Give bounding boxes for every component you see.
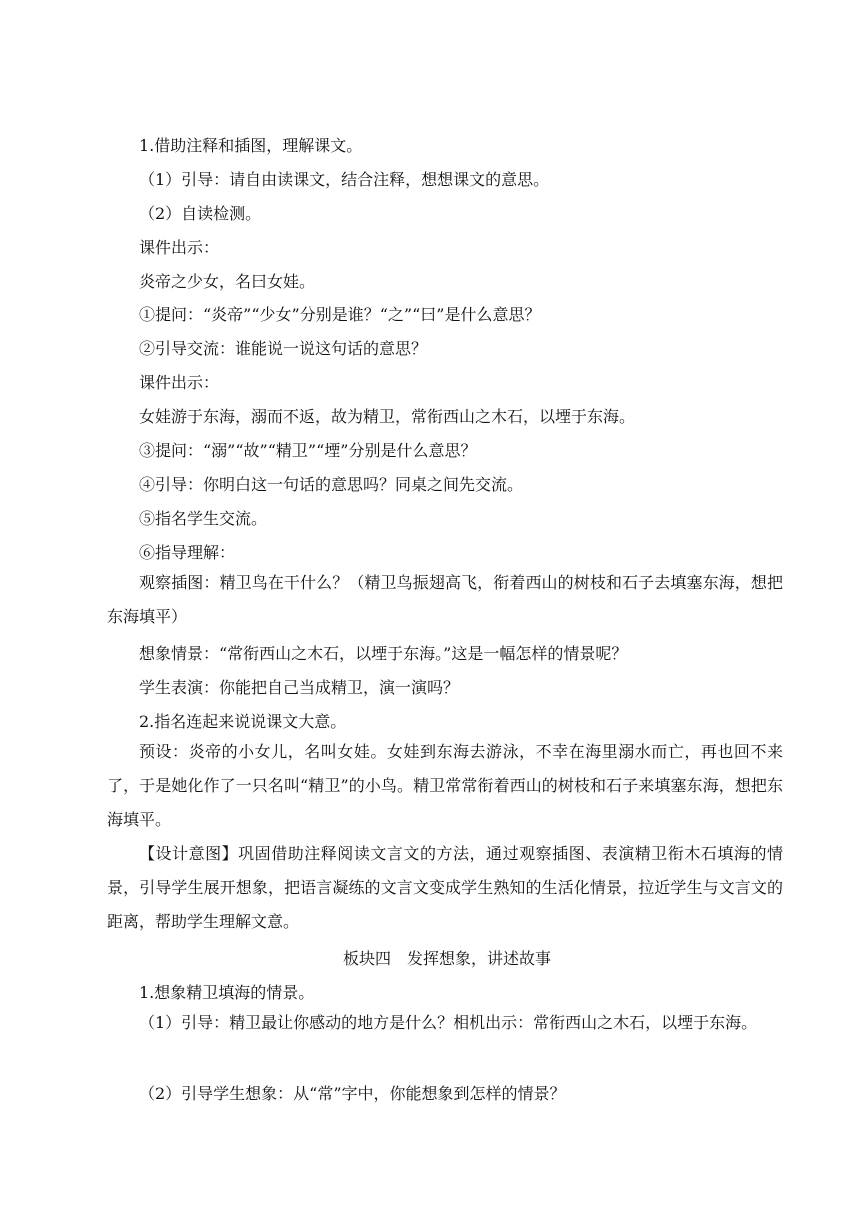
question-line-1: ①提问：“炎帝”“少女”分别是谁？“之”“曰”是什么意思？ [139,305,541,324]
discussion-line: ②引导交流：谁能说一说这句话的意思？ [139,339,428,358]
imagination-guide-line: （2）引导学生想象：从“常”字中，你能想象到怎样的情景？ [139,1084,566,1103]
section-4-heading: 板块四 发挥想象，讲述故事 [343,949,552,968]
guide-paragraph-section-4: （1）引导：精卫最让你感动的地方是什么？相机出示：常衔西山之木石，以堙于东海。 [139,1013,758,1032]
guide-line: （1）引导：请自由读课文，结合注释，想想课文的意思。 [139,170,550,189]
illustration-observation-paragraph: 观察插图：精卫鸟在干什么？（精卫鸟振翅高飞，衔着西山的树枝和石子去填塞东海，想把东海填平） [107,573,783,626]
question-line-2: ③提问：“溺”“故”“精卫”“堙”分别是什么意思？ [139,441,477,460]
guide-line-2: ④引导：你明白这一句话的意思吗？同桌之间先交流。 [139,475,524,494]
imagine-scene-line: 想象情景：“常衔西山之木石，以堙于东海。”这是一幅怎样的情景呢？ [139,644,628,663]
guided-understanding-line: ⑥指导理解： [139,543,236,562]
student-performance-line: 学生表演：你能把自己当成精卫，演一演吗？ [139,678,460,697]
classical-text-sentence-2: 女娃游于东海，溺而不返，故为精卫，常衔西山之木石，以堙于东海。 [139,407,636,426]
design-intent-paragraph: 【设计意图】巩固借助注释阅读文言文的方法，通过观察插图、表演精卫衔木石填海的情景，引导学生展开想象，把语言凝练的文言文变成学生熟知的生活化情景，拉近学生与文言文的距离，帮助学生理解文意。 [107,844,783,931]
step-2-heading: 2.指名连起来说说课文大意。 [139,712,347,731]
courseware-label: 课件出示： [139,373,220,392]
classical-text-sentence-1: 炎帝之少女，名曰女娃。 [139,272,316,291]
self-check-line: （2）自读检测。 [139,204,262,223]
preset-answer-paragraph: 预设：炎帝的小女儿，名叫女娃。女娃到东海去游泳，不幸在海里溺水而亡，再也回不来了，于是她化作了一只名叫“精卫”的小鸟。精卫常常衔着西山的树枝和石子来填塞东海，想把东海填平。 [107,742,783,829]
step-1-heading: 1.借助注释和插图，理解课文。 [139,136,363,155]
student-exchange-line: ⑤指名学生交流。 [139,509,268,528]
step-1-heading-section-4: 1.想象精卫填海的情景。 [139,983,315,1002]
courseware-label: 课件出示： [139,238,220,257]
